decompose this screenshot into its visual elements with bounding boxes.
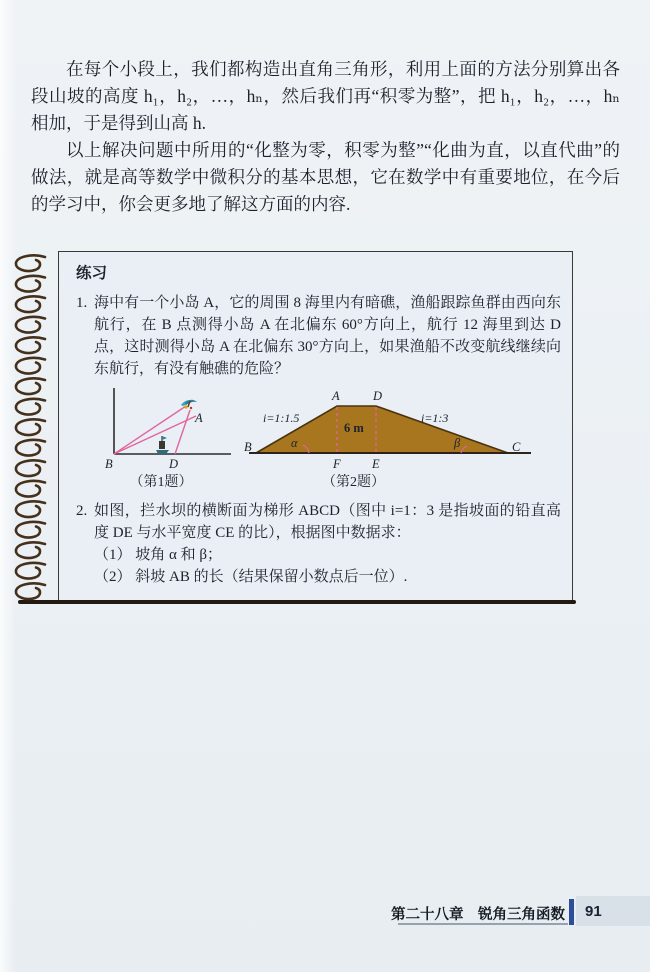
problem-2-number: 2. bbox=[76, 503, 88, 519]
figure2-slope-right-label: i=1:3 bbox=[421, 411, 449, 425]
figure-1-caption: （第1题） bbox=[129, 475, 193, 490]
problem-2-item-2: （2） 斜坡 AB 的长（结果保留小数点后一位）. bbox=[94, 569, 408, 585]
figure2-label-F: F bbox=[333, 457, 341, 471]
figure2-label-C: C bbox=[512, 440, 521, 454]
figure-1-island-diagram bbox=[101, 386, 251, 476]
page-number: 91 bbox=[585, 902, 602, 920]
figure2-label-B: B bbox=[244, 440, 252, 454]
problem-2 bbox=[76, 500, 561, 588]
problem-1-text: 海中有一个小岛 A，它的周围 8 海里内有暗礁，渔船跟踪鱼群由西向东航行，在 B 点测得小岛 A 在北偏东 60°方向上，航行 12 海里到达 D 点，这时测得小岛 A 在北偏东 30°方向上，如果渔船不改变航线继续向东航行，有没有触礁的危险？ bbox=[94, 295, 561, 377]
intro-paragraph-1: 在每个小段上，我们都构造出直角三角形，利用上面的方法分别算出各段山坡的高度 h₁，h₂，…，hₙ，然后我们再“积零为整”，把 h₁，h₂，…，hₙ 相加，于是得到山高 h. bbox=[31, 59, 620, 133]
figure2-label-E: E bbox=[372, 457, 380, 471]
boat-icon bbox=[156, 436, 169, 454]
intro-paragraph-2: 以上解决问题中所用的“化整为零，积零为整”“化曲为直，以直代曲”的做法，就是高等数学中微积分的基本思想，它在数学中有重要地位，在今后的学习中，你会更多地了解这方面的内容. bbox=[31, 140, 620, 214]
figure-2-caption: （第2题） bbox=[322, 475, 385, 490]
problem-1-number: 1. bbox=[76, 295, 88, 311]
figure1-label-D: D bbox=[169, 457, 179, 471]
intro-text-block bbox=[31, 56, 620, 218]
figure2-slope-left-label: i=1:1.5 bbox=[263, 411, 300, 425]
problem-2-item-1: （1） 坡角 α 和 β； bbox=[94, 547, 222, 563]
figure2-height-label: 6 m bbox=[344, 421, 364, 435]
spiral-binding bbox=[12, 253, 50, 603]
footer-accent-bar bbox=[569, 899, 574, 925]
figure2-alpha-label: α bbox=[291, 436, 298, 450]
notebook-bottom-edge bbox=[18, 600, 576, 604]
figure1-label-B: B bbox=[105, 457, 113, 471]
figure2-beta-label: β bbox=[454, 436, 461, 450]
problem-1 bbox=[76, 292, 561, 380]
exercise-notebook-panel bbox=[58, 251, 573, 603]
problem-2-text: 如图，拦水坝的横断面为梯形 ABCD（图中 i=1：3 是指坡面的铅直高度 DE 与水平宽度 CE 的比），根据图中数据求： bbox=[94, 503, 561, 541]
footer-chapter-title: 第二十八章 锐角三角函数 bbox=[391, 907, 565, 923]
figure-2-dam-diagram bbox=[243, 384, 534, 476]
exercise-heading: 练习 bbox=[76, 265, 108, 282]
figure2-label-D: D bbox=[373, 389, 383, 403]
figure1-label-A: A bbox=[195, 411, 203, 425]
page-number-badge bbox=[576, 896, 650, 926]
sight-lines bbox=[114, 406, 196, 454]
figure2-label-A: A bbox=[332, 389, 340, 403]
